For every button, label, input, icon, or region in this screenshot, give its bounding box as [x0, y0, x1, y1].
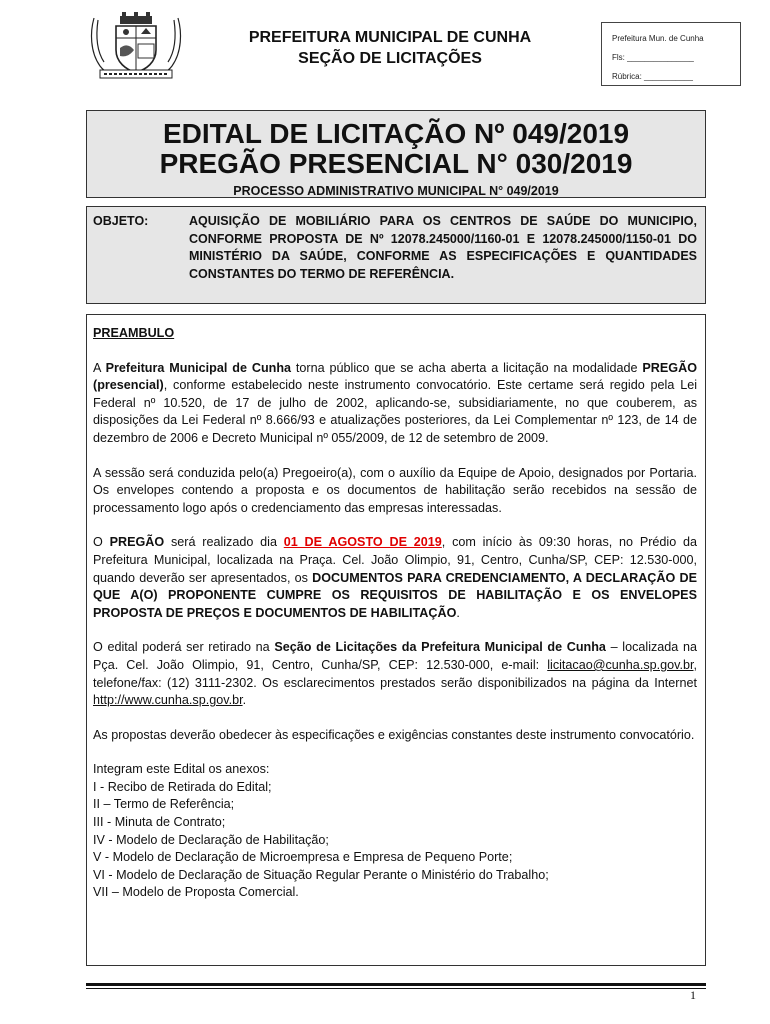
text-run: torna público que se acha aberta a licitação na modalidade	[291, 360, 643, 375]
list-item: I - Recibo de Retirada do Edital;	[93, 779, 272, 794]
footer-rule-thin	[86, 988, 706, 989]
stamp-org: Prefeitura Mun. de Cunha	[612, 34, 704, 43]
footer-rule	[86, 983, 706, 986]
text-run: , conforme estabelecido neste instrumento convocatório. Este certame será regido pela Lei Federal nº 10.520, de 17 de julho de 2002, aplicando-se, subsidiariamente, no que couberem, as disposições da Lei Federal nº 8.666/93 e atualizações posteriores, da Lei Complementar nº 123, de 14 de dezembro de 2006 e Decreto Municipal nº 055/2009, de 12 de setembro de 2009.	[93, 378, 697, 445]
text-run: .	[242, 693, 247, 708]
objeto-box	[86, 206, 706, 304]
text-run: O edital poderá ser retirado na	[93, 640, 275, 655]
session-date: 01 DE AGOSTO DE 2019	[283, 535, 442, 550]
paragraph-proposals: As propostas deverão obedecer às especificações e exigências constantes deste instrumento convocatório.	[93, 727, 695, 742]
edital-number: EDITAL DE LICITAÇÃO Nº 049/2019	[162, 118, 630, 149]
text-run: , telefone/fax: (12) 3111-2302. Os esclarecimentos prestados serão disponibilizados na página da Internet	[93, 657, 697, 690]
list-item: V - Modelo de Declaração de Microempresa e Empresa de Pequeno Porte;	[93, 850, 513, 865]
paragraph-session: A sessão será conduzida pelo(a) Pregoeiro(a), com o auxílio da Equipe de Apoio, designados por Portaria. Os envelopes contendo a proposta e os documentos de habilitação serão recebidos na sessão de processamento logo após o credenciamento das empresas interessadas.	[93, 465, 697, 515]
paragraph-date	[93, 534, 697, 622]
text-run: , com início às 09:30 horas, no Prédio da Prefeitura Municipal, localizada na Praça. Cel. João Olimpio, 91, Centro, Cunha/SP, CEP: 12.530-000, quando deverão ser apresentados, os	[93, 535, 698, 585]
stamp-fls: Fls: _______________	[612, 53, 694, 62]
paragraph-retrieval	[93, 639, 697, 709]
paragraph-intro	[93, 360, 697, 448]
header-title: PREFEITURA MUNICIPAL DE CUNHA	[248, 29, 532, 46]
text-bold: Prefeitura Municipal de Cunha	[105, 360, 292, 375]
stamp-rubrica: Rúbrica: ___________	[612, 72, 693, 81]
text-bold: PREGÃO (presencial)	[93, 360, 697, 393]
text-run: O	[93, 535, 110, 550]
text-bold: PREGÃO	[109, 535, 165, 550]
page-number: 1	[690, 988, 696, 1002]
email-link[interactable]: licitacao@cunha.sp.gov.br	[547, 657, 694, 672]
text-run: A	[93, 360, 106, 375]
processo-number: PROCESSO ADMINISTRATIVO MUNICIPAL N° 049/2019	[233, 184, 559, 198]
preambulo-heading: PREAMBULO	[93, 326, 175, 340]
pregao-number: PREGÃO PRESENCIAL N° 030/2019	[159, 148, 633, 179]
list-item: VII – Modelo de Proposta Comercial.	[93, 885, 299, 900]
page-stamp-box	[601, 22, 741, 86]
text-run: será realizado dia	[164, 535, 284, 550]
preambulo-box	[86, 314, 706, 966]
text-run: .	[456, 605, 460, 620]
text-bold: Seção de Licitações da Prefeitura Municipal de Cunha	[274, 640, 606, 655]
list-item: IV - Modelo de Declaração de Habilitação;	[93, 832, 329, 847]
text-bold: DOCUMENTOS PARA CREDENCIAMENTO, A DECLARAÇÃO DE QUE A(O) PROPONENTE CUMPRE OS REQUISITOS DE HABILITAÇÃO E OS ENVELOPES PROPOSTA DE PREÇOS E DOCUMENTOS DE HABILITAÇÃO	[93, 570, 697, 620]
edital-title-box	[86, 110, 706, 198]
objeto-label: OBJETO:	[93, 214, 149, 228]
objeto-text: AQUISIÇÃO DE MOBILIÁRIO PARA OS CENTROS DE SAÚDE DO MUNICIPIO, CONFORME PROPOSTA DE Nº 12078.245000/1160-01 E 12078.245000/1150-01 DO MINISTÉRIO DA SAÚDE, CONFORME AS ESPECIFICAÇÕES E QUANTIDADES CONSTANTES DO TERMO DE REFERÊNCIA.	[189, 214, 697, 281]
header-subtitle: SEÇÃO DE LICITAÇÕES	[298, 50, 482, 67]
text-run: – localizada na Pça. Cel. João Olimpio, 91, Centro, Cunha/SP, CEP: 12.530-000, e-mail:	[93, 640, 697, 672]
website-link[interactable]: http://www.cunha.sp.gov.br	[93, 693, 243, 708]
list-item: II – Termo de Referência;	[93, 797, 235, 812]
list-item: III - Minuta de Contrato;	[93, 815, 226, 830]
annex-list	[93, 761, 697, 902]
municipal-coat-of-arms-icon	[86, 12, 186, 80]
list-item: VI - Modelo de Declaração de Situação Regular Perante o Ministério do Trabalho;	[93, 867, 549, 882]
annex-intro: Integram este Edital os anexos:	[93, 762, 270, 777]
